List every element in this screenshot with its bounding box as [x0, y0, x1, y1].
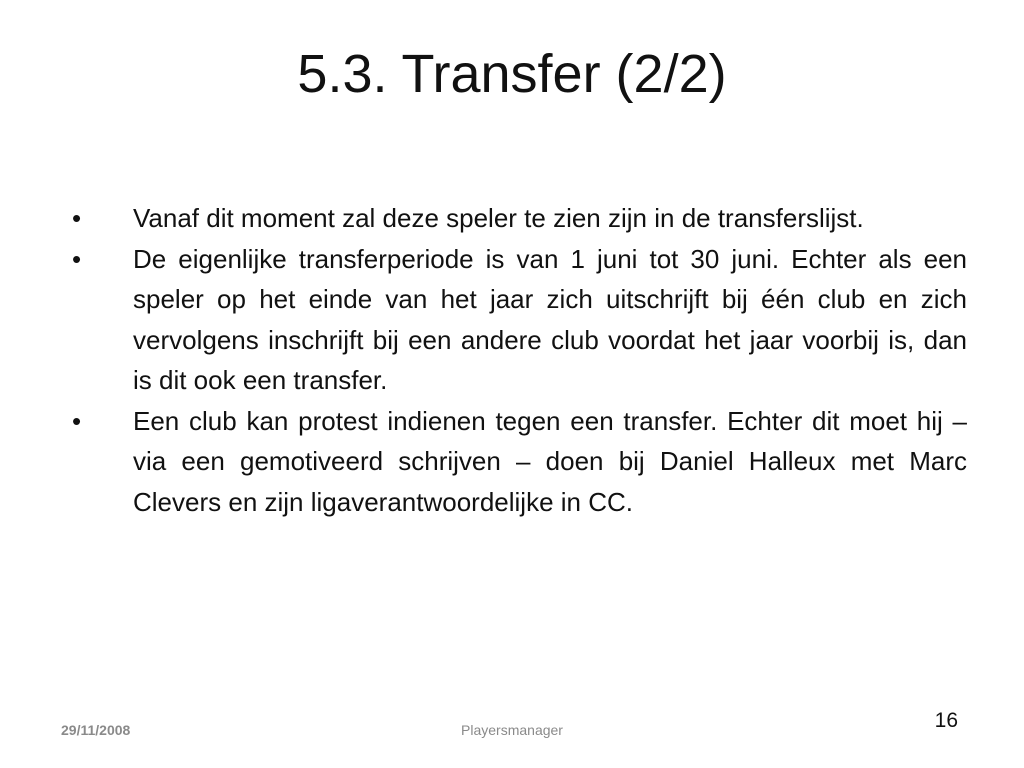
slide-title: 5.3. Transfer (2/2)	[297, 44, 727, 104]
bullet-text: Vanaf dit moment zal deze speler te zien zijn in de transferslijst.	[133, 203, 864, 233]
bullet-icon: •	[72, 203, 82, 233]
bullet-icon: •	[72, 243, 82, 274]
bullet-item	[72, 198, 967, 239]
bullet-item	[72, 401, 967, 523]
footer-date: 29/11/2008	[61, 722, 131, 738]
footer-title: Playersmanager	[461, 722, 563, 738]
bullet-item	[72, 239, 967, 401]
bullet-list	[72, 198, 967, 522]
slide-number: 16	[934, 709, 958, 732]
bullet-text: De eigenlijke transferperiode is van 1 juni tot 30 juni. Echter als een speler op het einde van het jaar zich uitschrijft bij één club en zich vervolgens inschrijft bij een andere club voordat het jaar voorbij is, dan is dit ook een transfer.	[133, 243, 967, 395]
bullet-icon: •	[72, 405, 82, 436]
bullet-text: Een club kan protest indienen tegen een transfer. Echter dit moet hij – via een gemotiveerd schrijven – doen bij Daniel Halleux met Marc Clevers en zijn ligaverantwoordelijke in CC.	[133, 405, 967, 517]
